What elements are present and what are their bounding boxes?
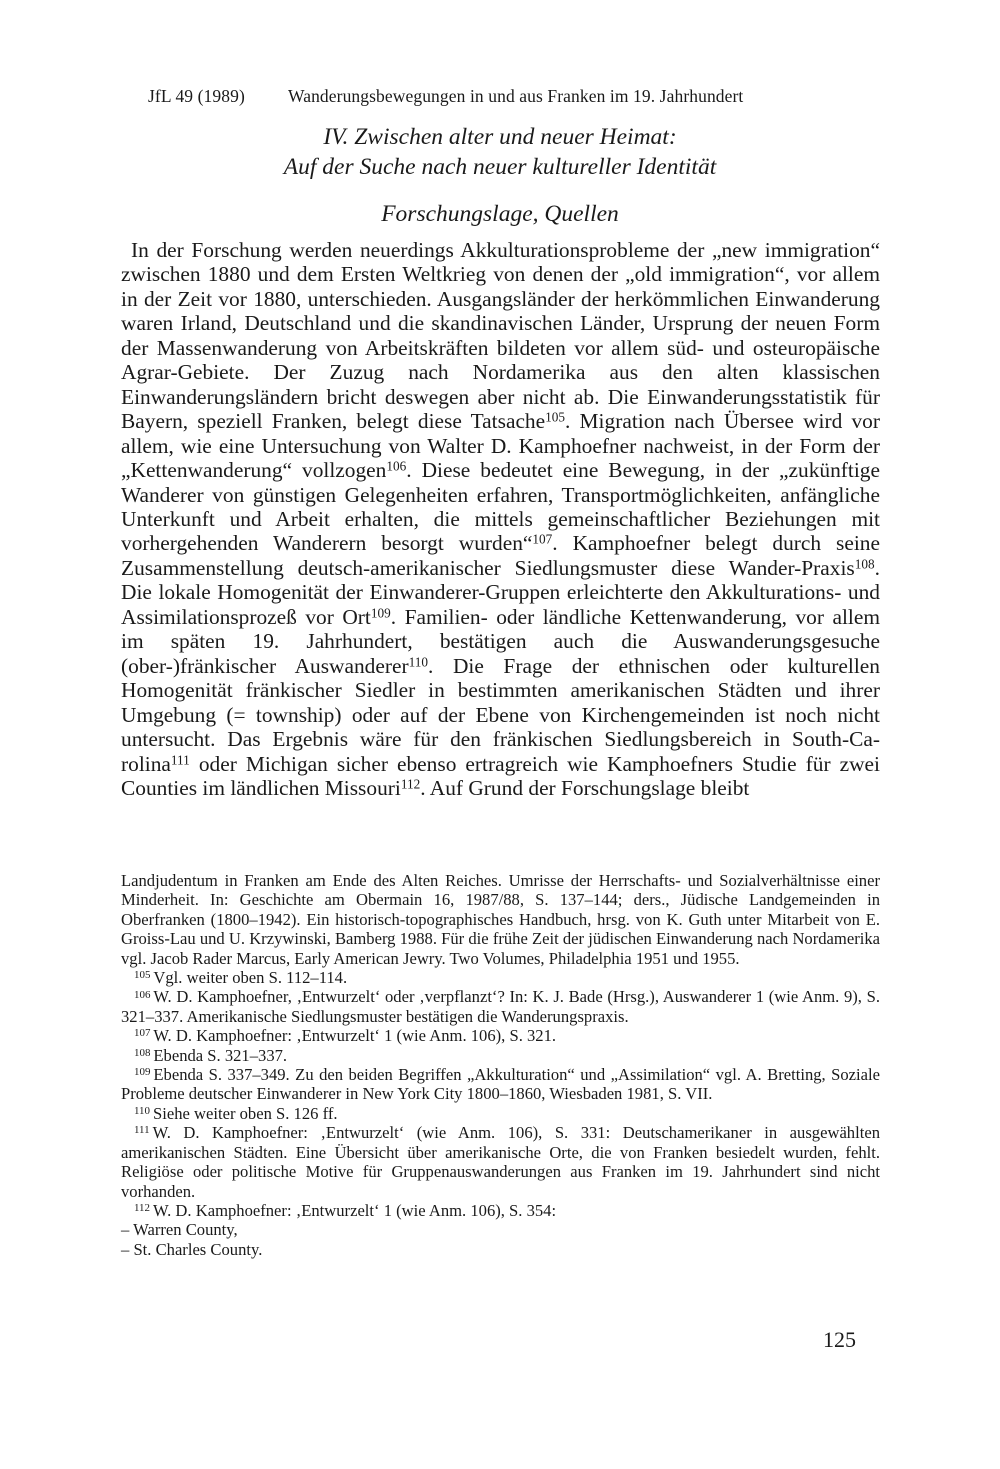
footnote-number: 109 (134, 1066, 151, 1079)
footnotes (121, 871, 880, 1259)
body-text-run: . Migration nach Übersee wird vor allem, wie eine Untersuchung von Walter D. Kamphoefner nachweist, in der Form der „Kettenwanderung“ vollzogen (121, 409, 880, 483)
footnote-ref[interactable]: 112 (400, 776, 421, 792)
footnote-ref[interactable]: 106 (386, 458, 407, 474)
footnote-ref[interactable]: 109 (370, 605, 391, 621)
body-text-run: . Familien- oder ländliche Kettenwanderung, vor allem im späten 19. Jahrhundert, bestätigen auch die Auswanderungsgesuche (ober-)fränkischer Auswanderer (121, 604, 880, 678)
footnote-ref[interactable]: 105 (545, 409, 566, 425)
footnote-ref[interactable]: 108 (854, 556, 875, 572)
chapter-heading (120, 122, 880, 182)
page-number: 125 (823, 1327, 856, 1352)
body-text-run: oder Michigan sicher ebenso ertragreich wie Kamphoefners Studie für zwei Counties im ländlichen Missouri (121, 751, 880, 800)
footnote-text: Ebenda S. 337–349. Zu den beiden Begriffen „Akkulturation“ und „Assimilation“ vgl. A. Bretting, Soziale Probleme deutscher Einwanderer in New York City 1800–1860, Wiesbaden 1981, S. VII. (121, 1065, 880, 1104)
footnote-text: W. D. Kamphoefner, ‚Entwurzelt‘ oder ‚verpflanzt‘? In: K. J. Bade (Hrsg.), Auswanderer 1 (wie Anm. 9), S. 321–337. Amerikanische Siedlungsmuster bestätigen die Wanderungspraxis. (121, 987, 880, 1026)
footnote-ref[interactable]: 107 (532, 531, 553, 547)
footnote-text: Ebenda S. 321–337. (153, 1045, 288, 1065)
chapter-heading-line-1: IV. Zwischen alter und neuer Heimat: (323, 124, 677, 150)
body-text-run: In der Forschung werden neuerdings Akkulturationsprobleme der „new immigration“ zwischen 1880 und dem Ersten Weltkrieg von denen der „old immigration“, vor allem in der Zeit vor 1880, unterschieden. Ausgangsländer der herkömmlichen Einwanderung waren Irland, Deutschland und die skandinavischen Länder, Ursprung der neuen Form der Massenwanderung von Arbeitskräften bildeten vor allem süd- und osteuropäische Agrar-Gebiete. Der Zuzug nach Nordamerika aus den alten klassischen Einwanderungsländern bricht deswegen aber nicht ab. Die Einwanderungsstatistik für Bayern, speziell Franken, belegt diese Tatsache (121, 238, 880, 434)
section-heading: Forschungslage, Quellen (381, 201, 619, 227)
footnote-number: 112 (134, 1201, 150, 1214)
footnote-111 (121, 1123, 880, 1201)
chapter-heading-line-2: Auf der Suche nach neuer kultureller Identität (283, 154, 717, 180)
body-text-run: . Auf Grund der Forschungslage bleibt (420, 775, 750, 800)
footnote-112 (121, 1201, 880, 1220)
footnote-ref[interactable]: 111 (170, 751, 190, 767)
journal-citation: JfL 49 (1989) (148, 86, 245, 106)
footnote-107 (121, 1026, 880, 1045)
footnote-number: 105 (134, 969, 151, 982)
footnote-number: 111 (134, 1124, 150, 1137)
footnote-county-list (121, 1220, 880, 1259)
footnote-108 (121, 1046, 880, 1065)
footnote-106 (121, 987, 880, 1026)
running-head (148, 86, 743, 107)
footnote-number: 108 (134, 1046, 151, 1059)
footnote-number: 110 (134, 1104, 150, 1117)
footnote-text: Siehe weiter oben S. 126 ff. (153, 1103, 338, 1123)
list-item: – St. Charles County. (121, 1239, 263, 1259)
footnote-text: Vgl. weiter oben S. 112–114. (153, 968, 348, 988)
body-text-run: . Die Frage der ethnischen oder kulturellen Homogenität fränkischer Siedler in bestimmten amerikanischen Städten und ihrer Umgebung (= township) oder auf der Ebene von Kirchengemeinden ist noch nicht untersucht. Das Ergebnis wäre für den fränkischen Siedlungsbereich in South-Carolina (121, 653, 880, 776)
footnote-109 (121, 1065, 880, 1104)
footnote-number: 106 (134, 988, 151, 1001)
body-text-run: . Die lokale Homogenität der Einwanderer-Gruppen erleichterte den Akkulturations- und Assimilationsprozeß vor Ort (121, 555, 880, 629)
running-head-title: Wanderungsbewegungen in und aus Franken im 19. Jahrhundert (288, 86, 744, 106)
list-item: – Warren County, (121, 1220, 238, 1240)
footnote-text: W. D. Kamphoefner: ‚Entwurzelt‘ 1 (wie Anm. 106), S. 321. (153, 1026, 557, 1046)
footnote-number: 107 (134, 1027, 151, 1040)
footnote-text: W. D. Kamphoefner: ‚Entwurzelt‘ (wie Anm. 106), S. 331: Deutschamerikaner in ausgewählten amerikanischen Städten. Eine Übersicht über amerikanische Orte, die von Franken besiedelt wurden, fehlt. Religiöse oder politische Motive für Gruppenauswanderungen aus Franken im 19. Jahrhundert sind nicht vorhanden. (121, 1123, 880, 1201)
footnote-ref[interactable]: 110 (408, 654, 428, 670)
body-text-run: . Kamphoefner belegt durch seine Zusammenstellung deutsch-amerikanischer Siedlungsmuster diese Wander-Praxis (121, 531, 880, 580)
body-text-run: . Diese bedeutet eine Bewegung, in der „zukünftige Wanderer von günstigen Gelegenheiten erfahren, Transportmöglichkeiten, anfängliche Unterkunft und Arbeit erhalten, die mittels gemeinschaftlicher Beziehungen mit vorhergehenden Wanderern besorgt wurden“ (121, 458, 880, 556)
footnote-text: W. D. Kamphoefner: ‚Entwurzelt‘ 1 (wie Anm. 106), S. 354: (153, 1200, 557, 1220)
footnote-110 (121, 1104, 880, 1123)
body-paragraph (121, 238, 880, 800)
footnote-105 (121, 968, 880, 987)
footnote-continuation: Landjudentum in Franken am Ende des Alten Reiches. Umrisse der Herrschafts- und Sozialverhältnisse einer Minderheit. In: Geschichte am Obermain 16, 1987/88, S. 137–144; ders., Jüdische Landgemeinden in Oberfranken (1800–1942). Ein historisch-topographisches Handbuch, hrsg. von K. Guth unter Mitarbeit von E. Groiss-Lau und U. Krzywinski, Bamberg 1988. Für die frühe Zeit der jüdischen Einwanderung nach Nordamerika vgl. Jacob Rader Marcus, Early American Jewry. Two Volumes, Philadelphia 1951 und 1955. (121, 871, 880, 968)
